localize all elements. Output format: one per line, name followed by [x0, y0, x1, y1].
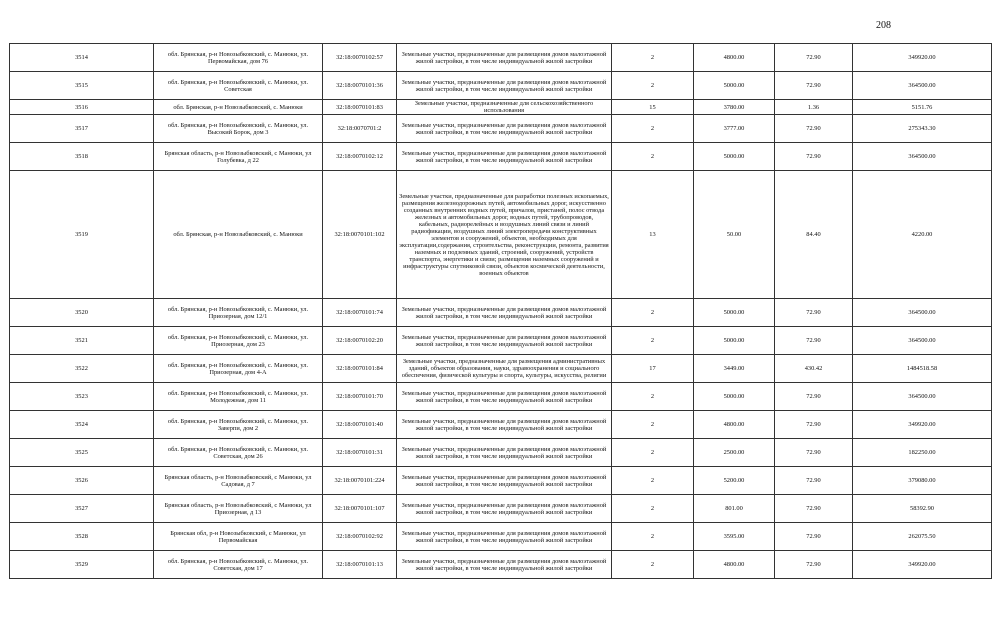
cadastral-number-cell: 32:18:0070101:70 [323, 383, 397, 411]
cadastral-value-cell: 262075.50 [853, 523, 992, 551]
permitted-use-cell: Земельные участки, предназначенные для размещения домов малоэтажной жилой застройки, в том числе индивидуальной жилой застройки [397, 299, 612, 327]
cadastral-value-cell: 364500.00 [853, 327, 992, 355]
table-row [10, 327, 992, 355]
category-cell: 2 [612, 523, 694, 551]
permitted-use-cell: Земельные участки, предназначенные для разработки полезных ископаемых, размещения железнодорожных путей, автомобильных дорог, искусственно созданных внутренних водных путей, причалов, пристаней, полос отвода железных и автомобильных дорог, водных путей, трубопроводов, кабельных, радиорелейных и воздушных линий связи и линий радиофикации, воздушных линий электропередачи конструктивных элементов и сооружений, объектов, необходимых для эксплуатации,содержания, строительства, реконструкции, ремонта, развития наземных и подземных зданий, строений, сооружений, устройств транспорта, энергетики и связи; размещения наземных сооружений и инфраструктуры спутниковой связи, объектов космической деятельности, военных объектов [397, 171, 612, 299]
permitted-use-cell: Земельные участки, предназначенные для размещения домов малоэтажной жилой застройки, в том числе индивидуальной жилой застройки [397, 551, 612, 579]
address-cell: обл. Брянская, р-н Новозыбковский, с. Манюки, ул. Советская, дом 17 [154, 551, 323, 579]
permitted-use-cell: Земельные участки, предназначенные для размещения домов малоэтажной жилой застройки, в том числе индивидуальной жилой застройки [397, 115, 612, 143]
row-number: 3518 [10, 143, 154, 171]
row-number: 3526 [10, 467, 154, 495]
address-cell: обл. Брянская, р-н Новозыбковский, с. Манюки, ул. Советская [154, 72, 323, 100]
category-cell: 2 [612, 411, 694, 439]
cadastral-number-cell: 32:18:0070701:2 [323, 115, 397, 143]
permitted-use-cell: Земельные участки, предназначенные для размещения домов малоэтажной жилой застройки, в том числе индивидуальной жилой застройки [397, 383, 612, 411]
rate-cell: 72.90 [775, 383, 853, 411]
address-cell: обл. Брянская, р-н Новозыбковский, с. Манюки, ул. Приозерная, дом 4-А [154, 355, 323, 383]
table-row [10, 143, 992, 171]
cadastral-value-cell: 379080.00 [853, 467, 992, 495]
rate-cell: 72.90 [775, 523, 853, 551]
row-number: 3528 [10, 523, 154, 551]
permitted-use-cell: Земельные участки, предназначенные для размещения домов малоэтажной жилой застройки, в том числе индивидуальной жилой застройки [397, 143, 612, 171]
cadastral-value-cell: 58392.90 [853, 495, 992, 523]
area-cell: 4800.00 [694, 551, 775, 579]
cadastral-number-cell: 32:18:0070101:84 [323, 355, 397, 383]
category-cell: 15 [612, 100, 694, 115]
row-number: 3529 [10, 551, 154, 579]
area-cell: 3595.00 [694, 523, 775, 551]
address-cell: Брянская область, р-н Новозыбковский, с Манюки, ул Приозерная, д 13 [154, 495, 323, 523]
cadastral-number-cell: 32:18:0070101:107 [323, 495, 397, 523]
row-number: 3519 [10, 171, 154, 299]
row-number: 3515 [10, 72, 154, 100]
category-cell: 2 [612, 383, 694, 411]
address-cell: Брянская область, р-н Новозыбковский, с Манюки, ул Голубевка, д 22 [154, 143, 323, 171]
cadastral-value-cell: 182250.00 [853, 439, 992, 467]
permitted-use-cell: Земельные участки, предназначенные для размещения домов малоэтажной жилой застройки, в том числе индивидуальной жилой застройки [397, 467, 612, 495]
rate-cell: 72.90 [775, 72, 853, 100]
row-number: 3527 [10, 495, 154, 523]
row-number: 3514 [10, 44, 154, 72]
permitted-use-cell: Земельные участки, предназначенные для размещения домов малоэтажной жилой застройки, в том числе индивидуальной жилой застройки [397, 495, 612, 523]
table-row [10, 299, 992, 327]
area-cell: 4800.00 [694, 411, 775, 439]
area-cell: 5000.00 [694, 143, 775, 171]
cadastral-value-cell: 364500.00 [853, 72, 992, 100]
area-cell: 2500.00 [694, 439, 775, 467]
address-cell: обл. Брянская, р-н Новозыбковский, с. Манюки, ул. Молодежная, дом 11 [154, 383, 323, 411]
table-row [10, 523, 992, 551]
row-number: 3525 [10, 439, 154, 467]
area-cell: 801.00 [694, 495, 775, 523]
category-cell: 2 [612, 72, 694, 100]
permitted-use-cell: Земельные участки, предназначенные для размещения домов малоэтажной жилой застройки, в том числе индивидуальной жилой застройки [397, 411, 612, 439]
cadastral-value-cell: 1484518.58 [853, 355, 992, 383]
rate-cell: 72.90 [775, 495, 853, 523]
table-row [10, 171, 992, 299]
land-registry-table [9, 43, 992, 579]
cadastral-value-cell: 349920.00 [853, 411, 992, 439]
address-cell: обл. Брянская, р-н Новозыбковский, с. Манюки [154, 171, 323, 299]
rate-cell: 72.90 [775, 299, 853, 327]
row-number: 3522 [10, 355, 154, 383]
address-cell: обл. Брянская, р-н Новозыбковский, с. Манюки, ул. Первомайская, дом 76 [154, 44, 323, 72]
table-row [10, 439, 992, 467]
table-row [10, 411, 992, 439]
row-number: 3520 [10, 299, 154, 327]
address-cell: обл. Брянская, р-н Новозыбковский, с. Манюки, ул. Советская, дом 26 [154, 439, 323, 467]
area-cell: 5000.00 [694, 299, 775, 327]
cadastral-number-cell: 32:18:0070101:31 [323, 439, 397, 467]
category-cell: 2 [612, 115, 694, 143]
cadastral-number-cell: 32:18:0070102:20 [323, 327, 397, 355]
permitted-use-cell: Земельные участки, предназначенные для размещения административных зданий, объектов образования, науки, здравоохранения и социального обеспечения, физической культуры и спорта, культуры, искусства, религии [397, 355, 612, 383]
page-number: 208 [876, 20, 891, 31]
cadastral-value-cell: 349920.00 [853, 551, 992, 579]
rate-cell: 72.90 [775, 467, 853, 495]
area-cell: 3777.00 [694, 115, 775, 143]
area-cell: 3780.00 [694, 100, 775, 115]
table-row [10, 383, 992, 411]
permitted-use-cell: Земельные участки, предназначенные для размещения домов малоэтажной жилой застройки, в том числе индивидуальной жилой застройки [397, 523, 612, 551]
rate-cell: 84.40 [775, 171, 853, 299]
category-cell: 2 [612, 467, 694, 495]
rate-cell: 72.90 [775, 411, 853, 439]
permitted-use-cell: Земельные участки, предназначенные для размещения домов малоэтажной жилой застройки, в том числе индивидуальной жилой застройки [397, 439, 612, 467]
category-cell: 2 [612, 551, 694, 579]
table-row [10, 355, 992, 383]
table-row [10, 467, 992, 495]
category-cell: 2 [612, 143, 694, 171]
area-cell: 5000.00 [694, 327, 775, 355]
cadastral-number-cell: 32:18:0070101:102 [323, 171, 397, 299]
permitted-use-cell: Земельные участки, предназначенные для размещения домов малоэтажной жилой застройки, в том числе индивидуальной жилой застройки [397, 327, 612, 355]
cadastral-value-cell: 275343.30 [853, 115, 992, 143]
rate-cell: 430.42 [775, 355, 853, 383]
row-number: 3517 [10, 115, 154, 143]
address-cell: Брянская обл, р-н Новозыбковский, с Манюки, ул Первомайская [154, 523, 323, 551]
cadastral-value-cell: 4220.00 [853, 171, 992, 299]
cadastral-value-cell: 364500.00 [853, 143, 992, 171]
table-row [10, 495, 992, 523]
rate-cell: 72.90 [775, 327, 853, 355]
table-row [10, 72, 992, 100]
cadastral-number-cell: 32:18:0070101:40 [323, 411, 397, 439]
row-number: 3524 [10, 411, 154, 439]
area-cell: 5000.00 [694, 72, 775, 100]
cadastral-number-cell: 32:18:0070101:74 [323, 299, 397, 327]
cadastral-number-cell: 32:18:0070101:36 [323, 72, 397, 100]
cadastral-number-cell: 32:18:0070101:224 [323, 467, 397, 495]
address-cell: обл. Брянская, р-н Новозыбковский, с. Манюки, ул. Заверпи, дом 2 [154, 411, 323, 439]
area-cell: 3449.00 [694, 355, 775, 383]
category-cell: 13 [612, 171, 694, 299]
rate-cell: 72.90 [775, 115, 853, 143]
category-cell: 17 [612, 355, 694, 383]
cadastral-number-cell: 32:18:0070101:13 [323, 551, 397, 579]
cadastral-value-cell: 349920.00 [853, 44, 992, 72]
cadastral-value-cell: 5151.76 [853, 100, 992, 115]
area-cell: 5200.00 [694, 467, 775, 495]
permitted-use-cell: Земельные участки, предназначенные для сельскохозяйственного использования [397, 100, 612, 115]
area-cell: 5000.00 [694, 383, 775, 411]
cadastral-number-cell: 32:18:0070102:57 [323, 44, 397, 72]
permitted-use-cell: Земельные участки, предназначенные для размещения домов малоэтажной жилой застройки, в том числе индивидуальной жилой застройки [397, 44, 612, 72]
address-cell: Брянская область, р-н Новозыбковский, с Манюки, ул Садовая, д 7 [154, 467, 323, 495]
cadastral-number-cell: 32:18:0070102:92 [323, 523, 397, 551]
cadastral-number-cell: 32:18:0070102:12 [323, 143, 397, 171]
cadastral-value-cell: 364500.00 [853, 299, 992, 327]
area-cell: 4800.00 [694, 44, 775, 72]
table-row [10, 44, 992, 72]
category-cell: 2 [612, 299, 694, 327]
address-cell: обл. Брянская, р-н Новозыбковский, с. Манюки, ул. Приозерная, дом 23 [154, 327, 323, 355]
category-cell: 2 [612, 495, 694, 523]
permitted-use-cell: Земельные участки, предназначенные для размещения домов малоэтажной жилой застройки, в том числе индивидуальной жилой застройки [397, 72, 612, 100]
area-cell: 50.00 [694, 171, 775, 299]
cadastral-value-cell: 364500.00 [853, 383, 992, 411]
row-number: 3523 [10, 383, 154, 411]
row-number: 3516 [10, 100, 154, 115]
table-row [10, 100, 992, 115]
rate-cell: 72.90 [775, 143, 853, 171]
rate-cell: 72.90 [775, 44, 853, 72]
category-cell: 2 [612, 44, 694, 72]
table-row [10, 115, 992, 143]
table-row [10, 551, 992, 579]
address-cell: обл. Брянская, р-н Новозыбковский, с. Манюки, ул. Высокий Борок, дом 3 [154, 115, 323, 143]
address-cell: обл. Брянская, р-н Новозыбковский, с. Манюки [154, 100, 323, 115]
rate-cell: 72.90 [775, 439, 853, 467]
category-cell: 2 [612, 439, 694, 467]
rate-cell: 1.36 [775, 100, 853, 115]
row-number: 3521 [10, 327, 154, 355]
cadastral-number-cell: 32:18:0070101:83 [323, 100, 397, 115]
category-cell: 2 [612, 327, 694, 355]
address-cell: обл. Брянская, р-н Новозыбковский, с. Манюки, ул. Приозерная, дом 12/1 [154, 299, 323, 327]
rate-cell: 72.90 [775, 551, 853, 579]
